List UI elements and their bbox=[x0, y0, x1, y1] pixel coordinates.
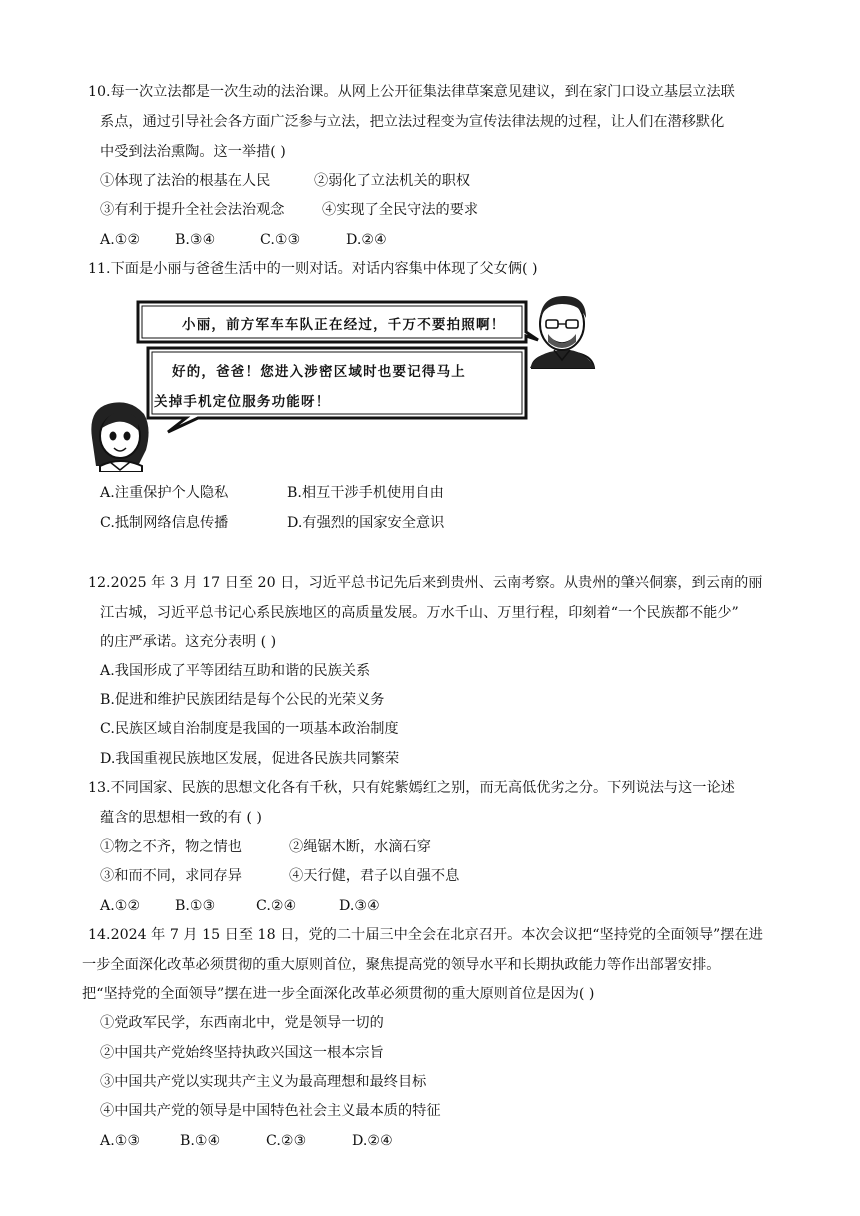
q13-option-b: B.①③ bbox=[175, 898, 216, 914]
q13-option-d: D.③④ bbox=[339, 898, 380, 914]
q10-stem-line-3: 中受到法治熏陶。这一举措( ) bbox=[100, 144, 286, 160]
q11-stem-line-1: 11.下面是小丽与爸爸生活中的一则对话。对话内容集中体现了父女俩( ) bbox=[88, 261, 538, 277]
q10-option-c: C.①③ bbox=[260, 232, 301, 248]
q10-item-4: ④实现了全民守法的要求 bbox=[322, 202, 479, 218]
q14-option-b: B.①④ bbox=[180, 1133, 221, 1149]
q14-option-d: D.②④ bbox=[352, 1133, 393, 1149]
q11-option-b: B.相互干涉手机使用自由 bbox=[287, 485, 444, 501]
q10-item-1: ①体现了法治的根基在人民 bbox=[100, 173, 271, 189]
q12-option-b: B.促进和维护民族团结是每个公民的光荣义务 bbox=[100, 692, 385, 708]
daughter-figure-icon bbox=[91, 402, 148, 472]
q10-option-d: D.②④ bbox=[346, 232, 387, 248]
q11-option-d: D.有强烈的国家安全意识 bbox=[287, 515, 445, 531]
father-figure-icon bbox=[530, 296, 594, 368]
q13-item-1: ①物之不齐，物之情也 bbox=[100, 839, 242, 855]
q12-option-a: A.我国形成了平等团结互助和谐的民族关系 bbox=[100, 663, 371, 679]
q14-item-1: ①党政军民学，东西南北中，党是领导一切的 bbox=[100, 1015, 384, 1031]
dialogue-cartoon bbox=[86, 290, 596, 472]
q14-item-4: ④中国共产党的领导是中国特色社会主义最本质的特征 bbox=[100, 1103, 441, 1119]
q13-item-4: ④天行健，君子以自强不息 bbox=[289, 868, 460, 884]
q13-item-2: ②绳锯木断，水滴石穿 bbox=[289, 839, 431, 855]
q14-stem-line-1: 14.2024 年 7 月 15 日至 18 日，党的二十届三中全会在北京召开。本次会议把“坚持党的全面领导”摆在进 bbox=[88, 927, 763, 943]
q10-item-3: ③有利于提升全社会法治观念 bbox=[100, 202, 285, 218]
q13-item-3: ③和而不同，求同存异 bbox=[100, 868, 242, 884]
q13-stem-line-1: 13.不同国家、民族的思想文化各有千秋，只有姹紫嫣红之别，而无高低优劣之分。下列说法与这一论述 bbox=[88, 780, 735, 796]
q10-stem-line-2: 系点，通过引导社会各方面广泛参与立法，把立法过程变为宣传法律法规的过程，让人们在潜移默化 bbox=[100, 114, 725, 130]
q14-stem-line-2: 一步全面深化改革必须贯彻的重大原则首位，聚焦提高党的领导水平和长期执政能力等作出部署安排。 bbox=[82, 957, 721, 973]
daughter-speech-text-line-2: 关掉手机定位服务功能呀！ bbox=[154, 394, 331, 410]
q10-item-2: ②弱化了立法机关的职权 bbox=[314, 173, 471, 189]
q14-item-3: ③中国共产党以实现共产主义为最高理想和最终目标 bbox=[100, 1074, 427, 1090]
q14-stem-line-3: 把“坚持党的全面领导”摆在进一步全面深化改革必须贯彻的重大原则首位是因为( ) bbox=[82, 986, 595, 1002]
q12-stem-line-3: 的庄严承诺。这充分表明 ( ) bbox=[100, 634, 277, 650]
q13-stem-line-2: 蕴含的思想相一致的有 ( ) bbox=[100, 810, 262, 826]
q14-option-c: C.②③ bbox=[266, 1133, 307, 1149]
q12-stem-line-2: 江古城，习近平总书记心系民族地区的高质量发展。万水千山、万里行程，印刻着“一个民族都不能少” bbox=[100, 605, 739, 621]
q12-option-d: D.我国重视民族地区发展，促进各民族共同繁荣 bbox=[100, 751, 400, 767]
daughter-speech-text-line-1: 好的，爸爸！您进入涉密区域时也要记得马上 bbox=[172, 364, 466, 380]
q14-option-a: A.①③ bbox=[100, 1133, 141, 1149]
q13-option-a: A.①② bbox=[100, 898, 141, 914]
q12-stem-line-1: 12.2025 年 3 月 17 日至 20 日，习近平总书记先后来到贵州、云南考察。从贵州的肇兴侗寨，到云南的丽 bbox=[88, 575, 763, 591]
q10-option-b: B.③④ bbox=[175, 232, 216, 248]
q11-option-a: A.注重保护个人隐私 bbox=[100, 485, 229, 501]
q14-item-2: ②中国共产党始终坚持执政兴国这一根本宗旨 bbox=[100, 1045, 384, 1061]
q12-option-c: C.民族区域自治制度是我国的一项基本政治制度 bbox=[100, 721, 399, 737]
q11-option-c: C.抵制网络信息传播 bbox=[100, 515, 229, 531]
q10-option-a: A.①② bbox=[100, 232, 141, 248]
q10-stem-line-1: 10.每一次立法都是一次生动的法治课。从网上公开征集法律草案意见建议，到在家门口设立基层立法联 bbox=[88, 84, 735, 100]
father-speech-text: 小丽，前方军车车队正在经过，千万不要拍照啊！ bbox=[182, 317, 506, 333]
q13-option-c: C.②④ bbox=[256, 898, 297, 914]
